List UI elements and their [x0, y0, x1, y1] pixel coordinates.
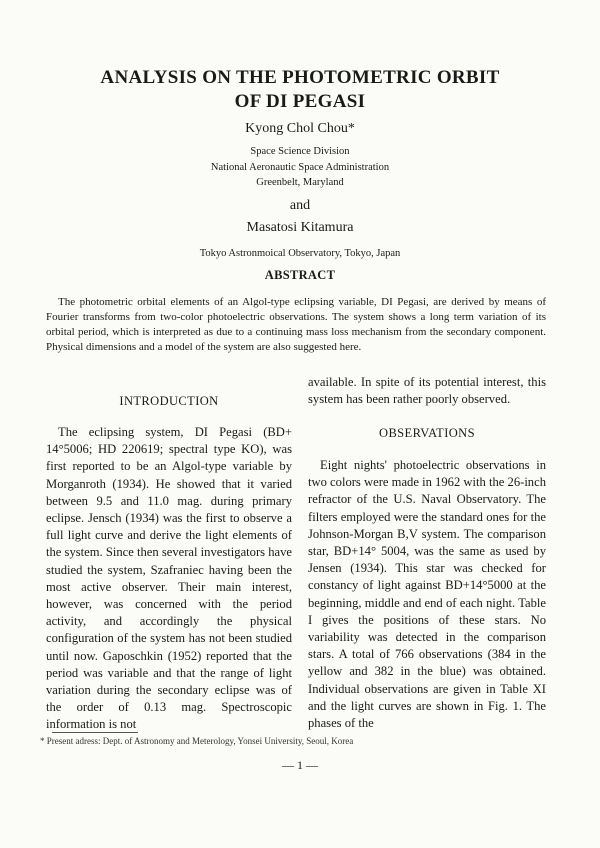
affiliation-1-line1: Space Science Division	[250, 146, 350, 157]
introduction-text: The eclipsing system, DI Pegasi (BD+ 14°5006; HD 220619; spectral type KO), was first reported to be an Algol-type variable by Morganroth (1934). He showed that it varied between 9.5 and 11.0 mag. during primary eclipse. Jensch (1934) was the first to observe a full light curve and derive the light elements of the system. Since then several investigators have studied the system, Szafraniec having been the most active observer. Their main interest, however, was concerned with the period activity, and accordingly the physical configuration of the system has not been studied until now. Gaposchkin (1952) reported that the period was variable and that the range of light variation during the secondary eclipse was of the order of 0.13 mag. Spectroscopic information is not	[46, 425, 292, 732]
footnote-rule	[52, 732, 138, 733]
paper-title-line1: ANALYSIS ON THE PHOTOMETRIC ORBIT	[100, 67, 500, 88]
abstract-heading: ABSTRACT	[264, 268, 336, 282]
author-separator: and	[289, 198, 311, 213]
author-2: Masatosi Kitamura	[246, 220, 354, 235]
observations-heading: OBSERVATIONS	[379, 426, 475, 440]
affiliation-1-line3: Greenbelt, Maryland	[256, 177, 344, 188]
author-1: Kyong Chol Chou*	[245, 121, 355, 136]
abstract-text: The photometric orbital elements of an Algol-type eclipsing variable, DI Pegasi, are derived by means of Fourier transforms from two-color photoelectric observations. The system shows a long term variation of its orbital period, which is interpreted as due to a continuing mass loss mechanism from the secondary component. Physical dimensions and a model of the system are also suggested here.	[46, 296, 546, 353]
footnote: * Present adress: Dept. of Astronomy and Meterology, Yonsei University, Seoul, Korea	[40, 736, 354, 746]
observations-text: Eight nights' photoelectric observations in two colors were made in 1962 with the 26-inch refractor of the U.S. Naval Observatory. The filters employed were the standard ones for the Johnson-Morgan B,V system. The comparison star, BD+14° 5004, was the same as used by Jensen (1934). This star was checked for constancy of light against BD+14°5000 at the beginning, middle and end of each night. Table I gives the positions of these stars. No variability was detected in the comparison stars. A total of 766 observations (384 in the yellow and 382 in the blue) was obtained. Individual observations are given in Table XI and the light curves are shown in Fig. 1. The phases of the	[308, 458, 546, 731]
introduction-continued-text: available. In spite of its potential interest, this system has been rather poorly observed.	[308, 375, 546, 407]
introduction-heading: INTRODUCTION	[119, 394, 219, 408]
page-number: — 1 —	[282, 758, 318, 772]
affiliation-2: Tokyo Astronmoical Observatory, Tokyo, Japan	[199, 248, 401, 259]
paper-title-line2: OF DI PEGASI	[234, 91, 366, 112]
affiliation-1-line2: National Aeronautic Space Administration	[210, 162, 390, 173]
